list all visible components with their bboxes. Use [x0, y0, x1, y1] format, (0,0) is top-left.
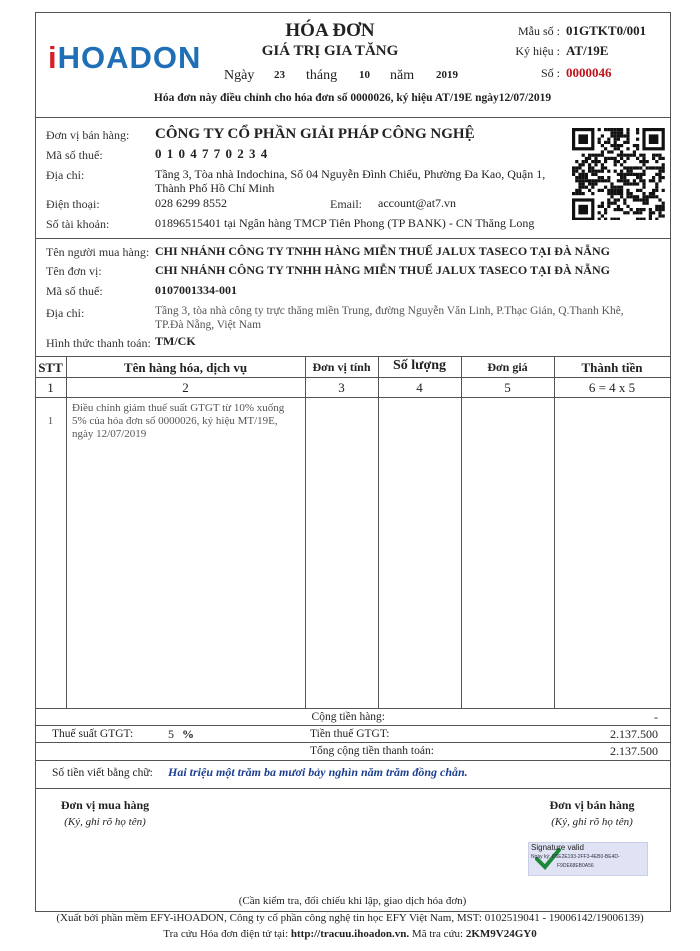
invoice-subtitle: GIÁ TRỊ GIA TĂNG [261, 43, 399, 59]
seller-tax: 0 1 0 4 7 7 0 2 3 4 [155, 146, 269, 161]
qr-code [572, 128, 666, 220]
row-desc-line2: 5% của hóa đơn số 0000026, ký hiệu MT/19E, [72, 415, 278, 427]
idx-2: 2 [182, 380, 189, 395]
seller-address-line1: Tầng 3, Tòa nhà Indochina, Số 04 Nguyễn Đình Chiểu, Phường Đa Kao, Quận 1, [155, 167, 546, 181]
date-month: 10 [359, 69, 370, 81]
invoice-number: 0000046 [566, 65, 612, 80]
th-price: Đơn giá [487, 360, 528, 374]
buyer-tax: 0107001334-001 [155, 283, 237, 297]
row-desc-line3: ngày 12/07/2019 [72, 428, 147, 440]
divider-words [35, 788, 670, 789]
seller-sign-title: Đơn vị bán hàng [549, 798, 635, 812]
date-year-label: năm [390, 68, 415, 83]
vat-rate: 5 [168, 727, 174, 741]
seller-name-label: Đơn vị bán hàng: [46, 128, 130, 142]
ihoadon-logo: iHOADON [48, 40, 202, 75]
th-stt: STT [38, 360, 63, 375]
publisher-note: (Xuất bởi phần mềm EFY-iHOADON, Công ty cổ phần công nghệ tin học EFY Việt Nam, MST: 0102519041 - 19006142/19006139) [56, 912, 644, 924]
buyer-unit-label: Tên đơn vị: [46, 264, 102, 278]
buyer-sign-sub: (Ký, ghi rõ họ tên) [64, 816, 146, 828]
buyer-person: CHI NHÁNH CÔNG TY TNHH HÀNG MIỄN THUẾ JALUX TASECO TẠI ĐÀ NẴNG [155, 244, 610, 258]
seller-account: 01896515401 tại Ngân hàng TMCP Tiên Phong (TP BANK) - CN Thăng Long [155, 216, 535, 230]
col-line [66, 356, 67, 708]
signature-valid-line2: Ngày ký: D6E2E193-2FF3-4EB0-BE4D- [531, 854, 620, 860]
divider-grand [35, 760, 670, 761]
grand-total: 2.137.500 [610, 744, 658, 758]
date-day: 23 [274, 69, 285, 81]
th-qty: Số lượng [392, 358, 447, 373]
lookup-label: Tra cứu Hóa đơn điện tử tại: [163, 928, 289, 940]
idx-5: 5 [504, 380, 511, 395]
serial-label: Ký hiệu : [515, 44, 560, 58]
buyer-person-label: Tên người mua hàng: [46, 245, 150, 259]
vat-rate-unit: % [182, 727, 194, 741]
subtotal-label: Cộng tiền hàng: [311, 711, 385, 723]
buyer-address-label: Địa chỉ: [46, 306, 85, 320]
date-day-label: Ngày [224, 68, 255, 83]
form-label: Mẫu số : [518, 24, 560, 38]
buyer-payment-label: Hình thức thanh toán: [46, 336, 151, 350]
vat-amount: 2.137.500 [610, 727, 658, 741]
adjustment-note: Hóa đơn này điều chỉnh cho hóa đơn số 0000026, ký hiệu AT/19E ngày12/07/2019 [153, 92, 552, 104]
divider-buyer [35, 356, 670, 357]
th-amount: Thành tiền [581, 360, 643, 375]
divider-table-head [35, 377, 670, 378]
amount-words: Hai triệu một trăm ba mươi bảy nghìn năm trăm đồng chẵn. [168, 765, 468, 779]
divider-table-body [35, 708, 670, 709]
signature-valid-box [528, 842, 648, 876]
invoice-title: HÓA ĐƠN [285, 20, 375, 41]
divider-vat [35, 742, 670, 743]
buyer-unit: CHI NHÁNH CÔNG TY TNHH HÀNG MIỄN THUẾ JALUX TASECO TẠI ĐÀ NẴNG [155, 263, 610, 277]
divider-subtotal [35, 725, 670, 726]
date-year: 2019 [436, 69, 458, 81]
lookup-code: 2KM9V24GY0 [465, 928, 537, 940]
seller-tax-label: Mã số thuế: [46, 148, 103, 162]
code-label: Mã tra cứu: [411, 928, 464, 940]
col-line [461, 356, 462, 708]
date-month-label: tháng [306, 68, 338, 83]
col-line [378, 356, 379, 708]
signature-valid-label: Signature valid [531, 843, 584, 852]
seller-phone: 028 6299 8552 [155, 196, 227, 210]
seller-email-label: Email: [330, 197, 362, 211]
buyer-tax-label: Mã số thuế: [46, 284, 103, 298]
row-stt: 1 [47, 415, 54, 427]
idx-1: 1 [47, 380, 54, 395]
idx-6: 6 = 4 x 5 [588, 380, 636, 395]
seller-name: CÔNG TY CỔ PHẦN GIẢI PHÁP CÔNG NGHỆ [155, 126, 475, 142]
buyer-payment: TM/CK [155, 334, 196, 348]
buyer-sign-title: Đơn vị mua hàng [60, 798, 150, 812]
seller-phone-label: Điện thoại: [46, 197, 100, 211]
amount-words-label: Số tiền viết bằng chữ: [52, 767, 153, 779]
subtotal-value: - [654, 710, 658, 724]
seller-address-line2: Thành Phố Hồ Chí Minh [155, 181, 275, 195]
lookup-line [0, 928, 700, 940]
buyer-address-line1: Tầng 3, tòa nhà công ty trực thăng miền Trung, đường Nguyễn Văn Linh, P.Thạc Gián, Q.Thanh Khê, [155, 305, 624, 317]
col-line [554, 356, 555, 708]
idx-3: 3 [338, 380, 345, 395]
grand-total-label: Tổng cộng tiền thanh toán: [310, 745, 434, 757]
serial-value: AT/19E [566, 43, 609, 58]
seller-sign-sub: (Ký, ghi rõ họ tên) [551, 816, 633, 828]
signature-valid-line3: F9DE68EB0A56 [557, 863, 594, 869]
check-note: (Cần kiểm tra, đối chiếu khi lập, giao dịch hóa đơn) [238, 895, 467, 907]
divider-seller [35, 238, 670, 239]
divider-table-index [35, 397, 670, 398]
number-label: Số : [540, 66, 560, 80]
buyer-address-line2: TP.Đà Nẵng, Việt Nam [155, 319, 262, 331]
divider-header [35, 117, 670, 118]
col-line [305, 356, 306, 708]
seller-email: account@at7.vn [378, 196, 457, 210]
vat-rate-label: Thuế suất GTGT: [52, 728, 134, 740]
seller-address-label: Địa chỉ: [46, 168, 85, 182]
row-desc-line1: Điều chỉnh giảm thuế suất GTGT từ 10% xuống [72, 402, 285, 414]
th-unit: Đơn vị tính [312, 360, 371, 374]
lookup-url[interactable]: http://tracuu.ihoadon.vn. [290, 928, 410, 940]
th-name: Tên hàng hóa, dịch vụ [123, 360, 248, 375]
seller-account-label: Số tài khoản: [46, 217, 110, 231]
form-value: 01GTKT0/001 [566, 23, 647, 38]
idx-4: 4 [416, 380, 423, 395]
vat-amount-label: Tiền thuế GTGT: [310, 728, 390, 740]
